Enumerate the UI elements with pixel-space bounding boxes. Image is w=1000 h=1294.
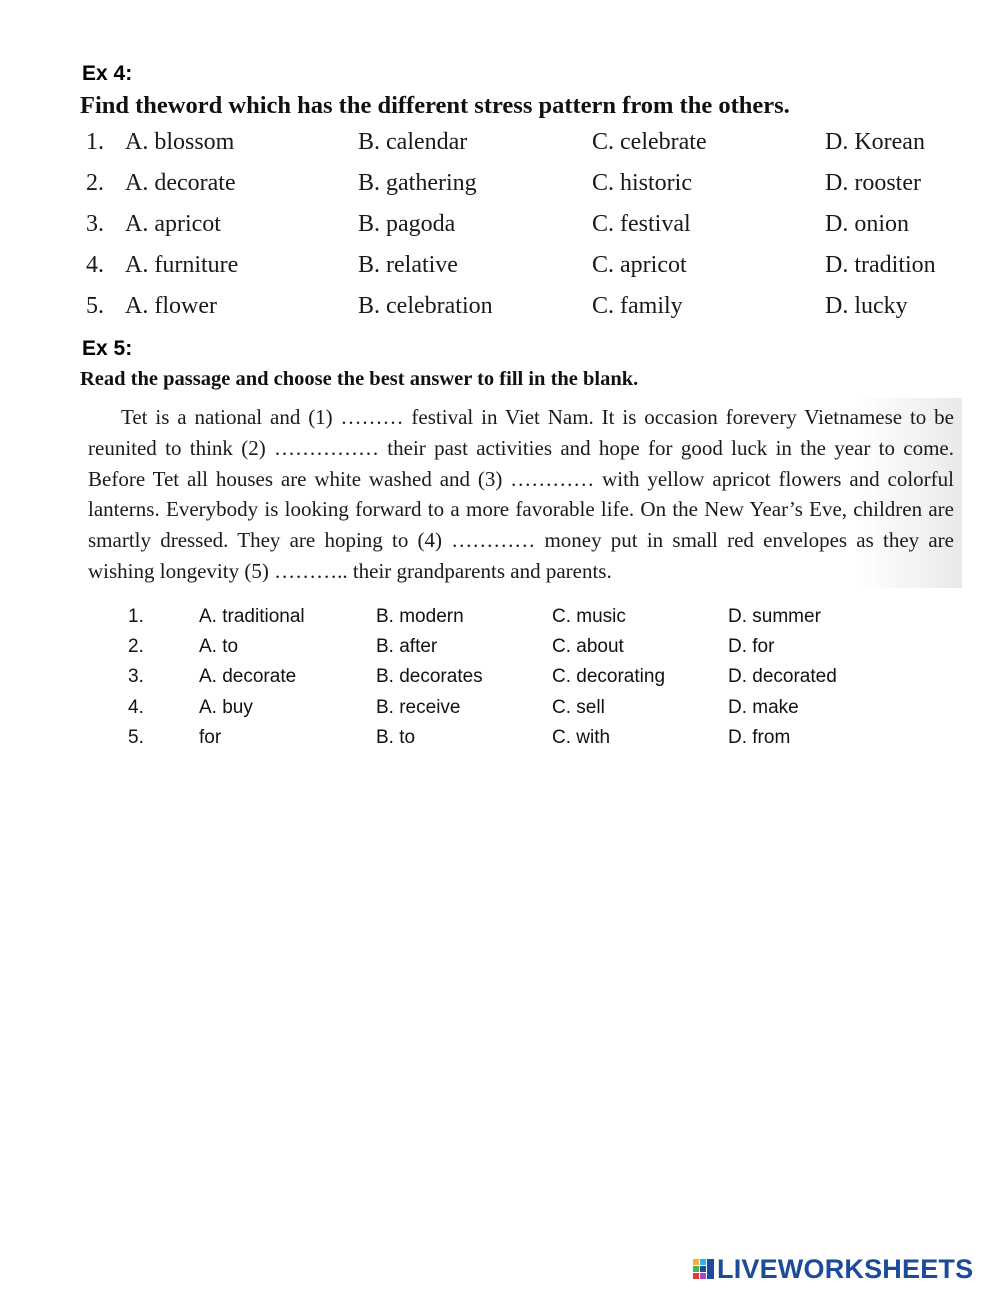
brand-name: LIVEWORKSHEETS (717, 1253, 974, 1284)
option-a: A. furniture (125, 252, 239, 278)
answer-number: 5. (128, 726, 144, 748)
option-c: C. with (552, 726, 611, 748)
passage-box (84, 398, 962, 588)
option-c: C. apricot (592, 252, 687, 278)
ex4-question-list (86, 129, 986, 334)
ex4-question-2 (86, 170, 986, 211)
question-number: 1. (86, 129, 104, 155)
option-c: C. historic (592, 170, 692, 196)
option-b: B. to (376, 726, 416, 748)
ex5-answer-list (128, 606, 888, 757)
option-b: B. celebration (358, 293, 493, 319)
answer-number: 4. (128, 696, 144, 718)
option-d: D. Korean (825, 129, 925, 155)
question-number: 4. (86, 252, 104, 278)
option-d: D. make (728, 696, 799, 718)
answer-number: 3. (128, 666, 144, 688)
ex4-question-3 (86, 211, 986, 252)
ex4-instruction: Find theword which has the different stress pattern from the others. (80, 92, 790, 119)
option-c: C. family (592, 293, 683, 319)
option-b: B. relative (358, 252, 458, 278)
option-a: A. decorate (125, 170, 236, 196)
option-c: C. festival (592, 211, 691, 237)
question-number: 2. (86, 170, 104, 196)
answer-number: 2. (128, 636, 144, 658)
option-a: A. decorate (199, 666, 297, 688)
ex5-answer-5 (128, 727, 888, 757)
option-c: C. decorating (552, 666, 666, 688)
reading-passage: Tet is a national and (1) ……… festival in Viet Nam. It is occasion forevery Vietnamese to be reunited to think (2) …………… their past activities and hope for good luck in the year to come. Before Tet all houses are white washed and (3) ………… with yellow apricot flowers and colorful lanterns. Everybody is looking forward to a more favorable life. On the New Year’s Eve, children are smartly dressed. They are hoping to (4) ………… money put in small red envelopes as they are wishing longevity (5) ……….. their grandparents and parents. (88, 405, 954, 583)
option-b: B. gathering (358, 170, 477, 196)
option-d: D. rooster (825, 170, 921, 196)
option-c: C. sell (552, 696, 605, 718)
ex4-question-1 (86, 129, 986, 170)
option-a: for (199, 726, 222, 748)
option-d: D. onion (825, 211, 909, 237)
question-number: 5. (86, 293, 104, 319)
option-a: A. flower (125, 293, 217, 319)
ex5-answer-1 (128, 606, 888, 636)
option-b: B. calendar (358, 129, 468, 155)
ex5-answer-3 (128, 666, 888, 696)
liveworksheets-logo-icon (693, 1257, 715, 1281)
option-a: A. to (199, 636, 239, 658)
option-a: A. buy (199, 696, 253, 718)
option-d: D. for (728, 636, 775, 658)
ex5-instruction: Read the passage and choose the best answer to fill in the blank. (80, 368, 639, 390)
ex5-heading: Ex 5: (82, 337, 133, 360)
ex5-answer-2 (128, 636, 888, 666)
option-b: B. pagoda (358, 211, 456, 237)
option-b: B. after (376, 636, 438, 658)
option-b: B. decorates (376, 666, 483, 688)
option-a: A. blossom (125, 129, 235, 155)
option-d: D. tradition (825, 252, 936, 278)
ex4-question-5 (86, 293, 986, 334)
option-d: D. lucky (825, 293, 908, 319)
question-number: 3. (86, 211, 104, 237)
option-c: C. about (552, 636, 624, 658)
option-c: C. celebrate (592, 129, 707, 155)
ex4-question-4 (86, 252, 986, 293)
ex5-answer-4 (128, 697, 888, 727)
option-a: A. traditional (199, 606, 305, 627)
answer-number: 1. (128, 606, 144, 627)
ex4-heading: Ex 4: (82, 62, 133, 85)
option-d: D. summer (728, 606, 821, 627)
option-c: C. music (552, 606, 626, 627)
liveworksheets-brand (693, 1254, 973, 1284)
option-a: A. apricot (125, 211, 221, 237)
option-d: D. decorated (728, 666, 837, 688)
option-b: B. modern (376, 606, 464, 627)
option-d: D. from (728, 726, 791, 748)
option-b: B. receive (376, 696, 461, 718)
